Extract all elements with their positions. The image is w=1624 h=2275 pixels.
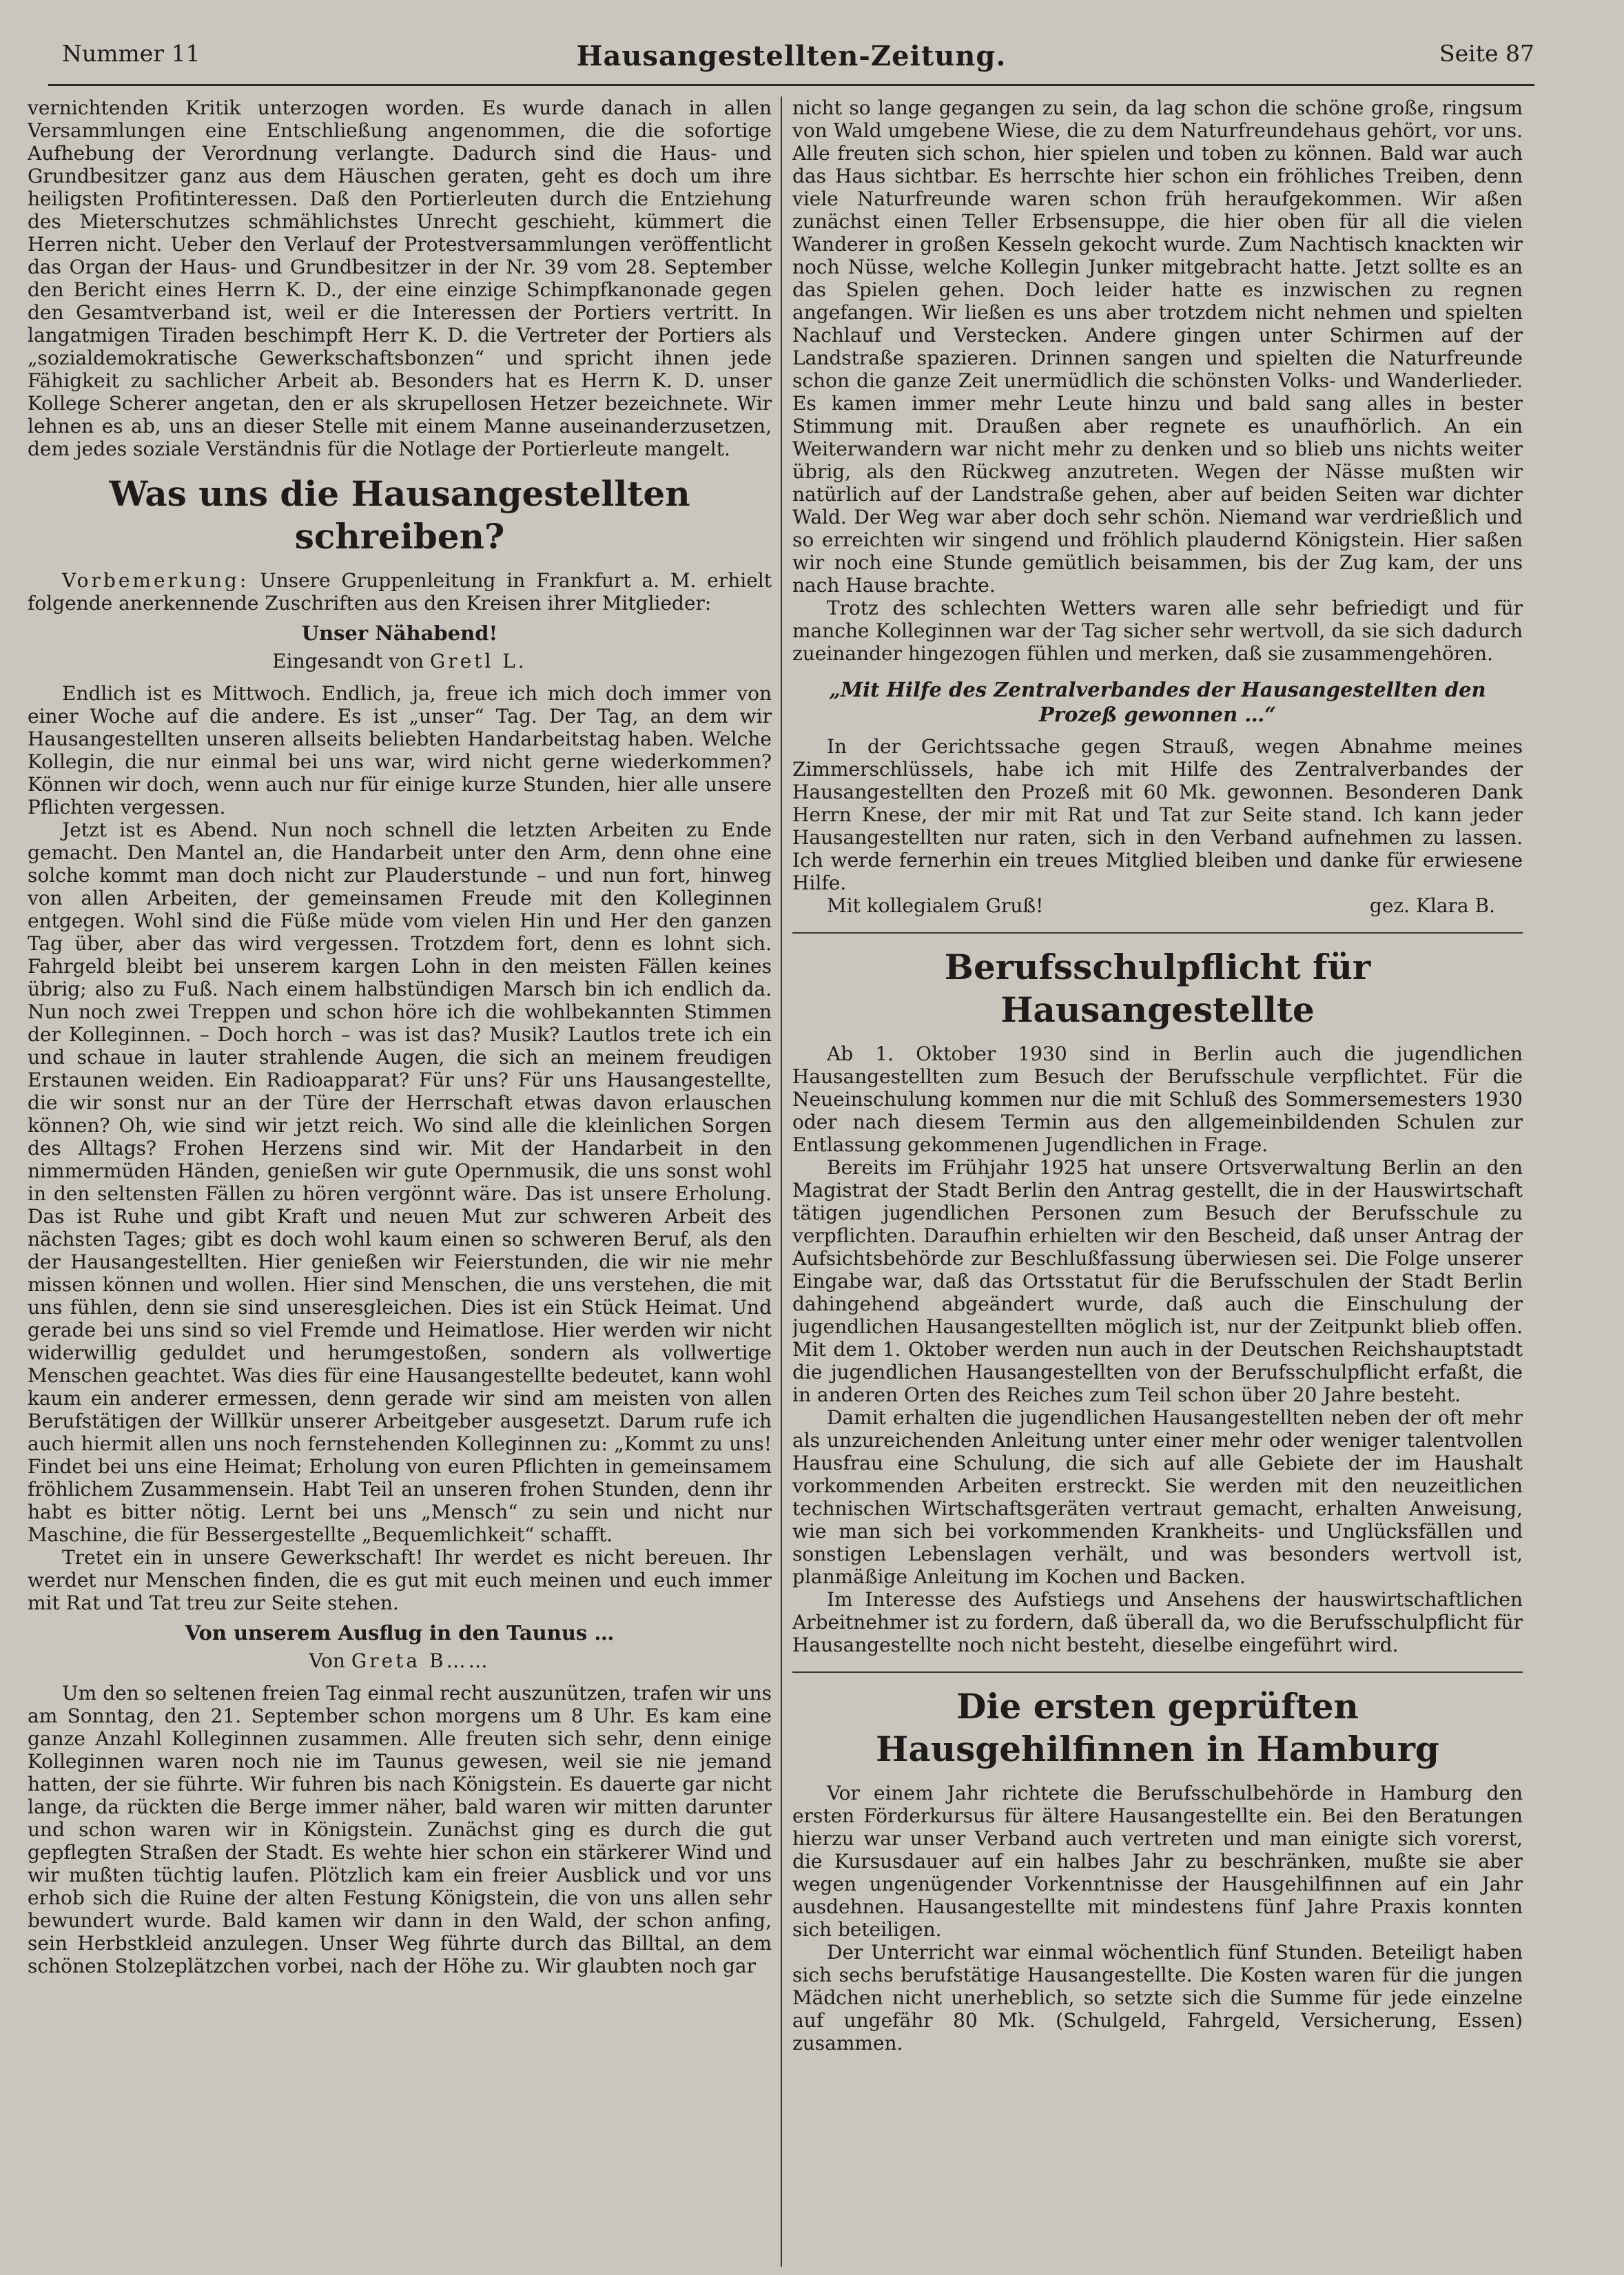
article-title-berufsschulpflicht: Berufsschulpflicht für Hausangestellte (944, 947, 1371, 1030)
letter-paragraph: Endlich ist es Mittwoch. Endlich, ja, freue ich mich doch immer von einer Woche auf die andere. Es ist „unser“ Tag. Der Tag, an dem wir Hausangestellten unseren allseits beliebten Handarbeitstag haben. Welche Kollegin, die nur einmal bei uns war, wird nicht gerne wiederkommen? Können wir doch, wenn auch nur für einige kurze Stunden, hier alle unsere Pflichten vergessen. (28, 682, 772, 819)
issue-number: Nummer 11 (62, 40, 201, 67)
article-paragraph: Damit erhalten die jugendlichen Hausangestellten neben der oft mehr als unzureichenden Anleitung unter einer mehr oder weniger talentvollen Hausfrau eine Schulung, die sich auf alle Gebiete der im Haushalt vorkommenden Arbeiten erstreckt. Sie werden mit den neuzeitlichen technischen Wirtschaftsgeräten vertraut gemacht, erhalten Anweisung, wie man sich bei vorkommenden Krankheits- und Unglücksfällen und sonstigen Lebenslagen verhält, und was besonders wertvoll ist, planmäßige Anleitung im Kochen und Backen. (792, 1406, 1523, 1588)
closing-greeting: Mit kollegialem Gruß! (827, 894, 1044, 917)
right-column (792, 96, 1523, 2261)
preliminary-note-label: Vorbemerkung: (62, 569, 249, 592)
byline-prefix: Eingesandt von (272, 650, 430, 672)
spacer (28, 1672, 772, 1682)
spacer (28, 672, 772, 682)
page-number: Seite 87 (1439, 40, 1534, 67)
intro-paragraph: vernichtenden Kritik unterzogen worden. Es wurde danach in allen Versammlungen eine Entschließung angenommen, die die sofortige Aufhebung der Verordnung verlangte. Dadurch sind die Haus- und Grundbesitzer ganz aus dem Häuschen geraten, geht es doch um ihre heiligsten Profitinteressen. Daß den Portierleuten durch die Entziehung des Mieterschutzes schmählichstes Unrecht geschieht, kümmert die Herren nicht. Ueber den Verlauf der Protestversammlungen veröffentlicht das Organ der Haus- und Grundbesitzer in der Nr. 39 vom 28. September den Bericht eines Herrn K. D., der eine einzige Schimpfkanonade gegen den Gesamtverband ist, weil er die Interessen der Portiers vertritt. In langatmigen Tiraden beschimpft Herr K. D. die Vertreter der Portiers als „sozialdemokratische Gewerkschaftsbonzen“ und spricht ihnen jede Fähigkeit zu sachlicher Arbeit ab. Besonders hat es Herrn K. D. unser Kollege Scherer angetan, den er als skrupellosen Hetzer bezeichnete. Wir lehnen es ab, uns an dieser Stelle mit einem Manne auseinanderzusetzen, dem jedes soziale Verständnis für die Notlage der Portierleute mangelt. (28, 96, 772, 460)
page-header (48, 36, 1534, 86)
newspaper-title: Hausangestellten-Zeitung. (576, 40, 1007, 72)
byline-name: Greta B…… (351, 1649, 491, 1672)
article-paragraph: Vor einem Jahr richtete die Berufsschulbehörde in Hamburg den ersten Förderkursus für ältere Hausangestellte ein. Bei den Beratungen hierzu war unser Verband auch vertreten und man einigte sich vorerst, die Kursusdauer auf ein halbes Jahr zu beschränken, mußte sie aber wegen ungenügender Vorkenntnisse der Hausgehilfinnen auf ein Jahr ausdehnen. Hausangestellte mit mindestens fünf Jahre Praxis konnten sich beteiligen. (792, 1782, 1523, 1941)
signature-line (792, 894, 1523, 917)
article-paragraph: Ab 1. Oktober 1930 sind in Berlin auch die jugendlichen Hausangestellten zum Besuch der Berufsschule verpflichtet. Für die Neueinschulung kommen nur die mit Schluß des Sommersemesters 1930 oder nach diesem Termin aus den allgemeinbildenden Schulen zur Entlassung gekommenen Jugendlichen in Frage. (792, 1042, 1523, 1156)
letter-paragraph: nicht so lange gegangen zu sein, da lag schon die schöne große, ringsum von Wald umgebene Wiese, die zu dem Naturfreundehaus gehört, vor uns. Alle freuten sich schon, hier spielen und toben zu können. Bald war auch das Haus sichtbar. Es herrschte hier schon ein fröhliches Treiben, denn viele Naturfreunde waren schon früh heraufgekommen. Wir aßen zunächst einen Teller Erbsensuppe, die hier oben für all die vielen Wanderer in großen Kesseln gekocht wurde. Zum Nachtisch knackten wir noch Nüsse, welche Kollegin Junker mitgebracht hatte. Jetzt sollte es an das Spielen gehen. Doch leider hatte es inzwischen zu regnen angefangen. Wir ließen es uns aber trotzdem nicht nehmen und spielten Nachlauf und Verstecken. Andere gingen unter Schirmen auf der Landstraße spazieren. Drinnen sangen und spielten die Naturfreunde schon die ganze Zeit unermüdlich die schönsten Volks- und Wanderlieder. Es kamen immer mehr Leute hinzu und bald sang alles in bester Stimmung mit. Draußen aber regnete es unaufhörlich. An ein Weiterwandern war nicht mehr zu denken und so blieb uns nichts weiter übrig, als den Rückweg anzutreten. Wegen der Nässe mußten wir natürlich auf der Landstraße gehen, aber auf beiden Seiten war dichter Wald. Der Weg war aber doch sehr schön. Niemand war verdrießlich und so erreichten wir singend und fröhlich plaudernd Königstein. Hier saßen wir noch eine Stunde gemütlich beisammen, bis der Zug kam, der uns nach Hause brachte. (792, 96, 1523, 597)
section-divider (792, 932, 1523, 934)
letter-paragraph: Jetzt ist es Abend. Nun noch schnell die letzten Arbeiten zu Ende gemacht. Den Mantel an, die Handarbeit unter den Arm, denn ohne eine solche kommt man doch nicht zur Plauderstunde – und nun fort, hinweg von allen Arbeiten, der gemeinsamen Freude mit den Kolleginnen entgegen. Wohl sind die Füße müde vom vielen Hin und Her den ganzen Tag über, aber das wird vergessen. Trotzdem fort, denn es lohnt sich. Fahrgeld bleibt bei unserem kargen Lohn in den meisten Fällen keines übrig; also zu Fuß. Nach einem halbstündigen Marsch bin ich endlich da. Nun noch zwei Treppen und schon höre ich die wohlbekannten Stimmen der Kolleginnen. – Doch horch – was ist das? Musik? Lautlos trete ich ein und schaue in lauter strahlende Augen, die sich an meinem freudigen Erstaunen weiden. Ein Radioapparat? Für uns? Für uns Hausangestellte, die wir sonst nur an der Türe der Herrschaft etwas davon erlauschen können? Oh, wie sind wir jetzt reich. Wo sind alle die kleinlichen Sorgen des Alltags? Frohen Herzens sind wir. Mit der Handarbeit in den nimmermüden Händen, genießen wir gute Opernmusik, die uns sonst wohl in den seltensten Fällen zu hören vergönnt wäre. Das ist unsere Erholung. Das ist Ruhe und gibt Kraft und neuen Mut zur schweren Arbeit des nächsten Tages; gibt es doch wohl kaum einen so schweren Beruf, als den der Hausangestellten. Hier genießen wir Feierstunden, die wir nie mehr missen können und wollen. Hier sind Menschen, die uns verstehen, die mit uns fühlen, denn sie sind unseresgleichen. Dies ist ein Stück Heimat. Und gerade bei uns sind so viel Fremde und Heimatlose. Hier werden wir nicht widerwillig geduldet und herumgestoßen, sondern als vollwertige Menschen geachtet. Was dies für eine Hausangestellte bedeutet, kann wohl kaum ein anderer ermessen, denn gerade wir sind am meisten von allen Berufstätigen der Willkür unserer Arbeitgeber ausgesetzt. Darum rufe ich auch hiermit allen uns noch fernstehenden Kolleginnen zu: „Kommt zu uns! Findet bei uns eine Heimat; Erholung von euren Pflichten in gemeinsamem fröhlichem Zusammensein. Habt Teil an unseren frohen Stunden, denn ihr habt es bitter nötig. Lernt bei uns „Mensch“ zu sein und nicht nur Maschine, die für Bessergestellte „Bequemlichkeit“ schafft. (28, 819, 772, 1546)
byline-name: Gretl L. (429, 650, 527, 672)
letter-heading-naehabend: Unser Nähabend! (301, 621, 498, 645)
letter-paragraph: Um den so seltenen freien Tag einmal recht auszunützen, trafen wir uns am Sonntag, den 21. September schon morgens um 8 Uhr. Es kam eine ganze Anzahl Kolleginnen zusammen. Alle freuten sich sehr, denn einige Kolleginnen waren noch nie im Taunus gewesen, weil sie nie jemand hatten, der sie führte. Wir fuhren bis nach Königstein. Es dauerte gar nicht lange, da rückten die Berge immer näher, bald waren wir mitten darunter und schon waren wir in Königstein. Zunächst ging es durch die gut gepflegten Straßen der Stadt. Es wehte hier schon ein stärkerer Wind und wir mußten tüchtig laufen. Plötzlich kam ein freier Ausblick und vor uns erhob sich die Ruine der alten Festung Königstein, die von uns allen sehr bewundert wurde. Bald kamen wir dann in den Wald, der schon anfing, sein Herbstkleid anzulegen. Unser Weg führte durch das Billtal, an dem schönen Stolzeplätzchen vorbei, nach der Höhe zu. Wir glaubten noch gar (28, 1682, 772, 1977)
article-paragraph: Bereits im Frühjahr 1925 hat unsere Ortsverwaltung Berlin an den Magistrat der Stadt Berlin den Antrag gestellt, die in der Hauswirtschaft tätigen jugendlichen Personen zum Besuch der Berufsschule zu verpflichten. Daraufhin erhielten wir den Bescheid, daß unser Antrag der Aufsichtsbehörde zur Beschlußfassung überwiesen sei. Die Folge unserer Eingabe war, daß das Ortsstatut für die Berufsschulen der Stadt Berlin dahingehend abgeändert wurde, daß auch die Einschulung der jugendlichen Hausangestellten möglich ist, nur der Zeitpunkt blieb offen. Mit dem 1. Oktober werden nun auch in der Deutschen Reichshauptstadt die jugendlichen Hausangestellten von der Berufsschulpflicht erfaßt, die in anderen Orten des Reiches zum Teil schon über 20 Jahre besteht. (792, 1156, 1523, 1406)
letter-heading-prozess: „Mit Hilfe des Zentralverbandes der Hausangestellten den Prozeß gewonnen …“ (829, 678, 1486, 726)
column-divider (781, 96, 782, 2267)
article-title: Was uns die Hausangestellten schreiben? (109, 473, 690, 557)
letter-heading-taunus: Von unserem Ausflug in den Taunus … (185, 1621, 615, 1645)
article-title-hamburg: Die ersten geprüften Hausgehilfinnen in Hamburg (876, 1686, 1439, 1769)
article-paragraph: Im Interesse des Aufstiegs und Ansehens der hauswirtschaftlichen Arbeitnehmer ist zu fordern, daß überall da, wo die Berufsschulpflicht für Hausangestellte noch nicht besteht, dieselbe eingeführt wird. (792, 1588, 1523, 1656)
section-divider (792, 1671, 1523, 1673)
preliminary-note (28, 569, 772, 615)
letter-paragraph: Trotz des schlechten Wetters waren alle sehr befriedigt und für manche Kolleginnen war der Tag sicher sehr wertvoll, da sie sich dadurch zueinander hingezogen fühlen und merken, daß sie zusammengehören. (792, 597, 1523, 665)
byline-prefix: Von (309, 1649, 351, 1672)
letter-paragraph: In der Gerichtssache gegen Strauß, wegen Abnahme meines Zimmerschlüssels, habe ich mit Hilfe des Zentralverbandes der Hausangestellten den Prozeß mit 60 Mk. gewonnen. Besonderen Dank Herrn Knese, der mir mit Rat und Tat zur Seite stand. Ich kann jeder Hausangestellten nur raten, sich in den Verband aufnehmen zu lassen. Ich werde fernerhin ein treues Mitglied bleiben und danke für erwiesene Hilfe. (792, 735, 1523, 894)
preliminary-note-text: Unsere Gruppenleitung in Frankfurt a. M. erhielt folgende anerkennende Zuschriften aus den Kreisen ihrer Mitglieder: (28, 569, 772, 615)
article-paragraph: Der Unterricht war einmal wöchentlich fünf Stunden. Beteiligt haben sich sechs berufstätige Hausangestellte. Die Kosten waren für die jungen Mädchen nicht unerheblich, so setzte sich die Summe für jede einzelne auf ungefähr 80 Mk. (Schulgeld, Fahrgeld, Versicherung, Essen) zusammen. (792, 1941, 1523, 2055)
letter-paragraph: Tretet ein in unsere Gewerkschaft! Ihr werdet es nicht bereuen. Ihr werdet nur Menschen finden, die es gut mit euch meinen und euch immer mit Rat und Tat treu zur Seite stehen. (28, 1546, 772, 1614)
byline-gretl (28, 650, 772, 672)
byline-greta (28, 1649, 772, 1672)
signature-name: gez. Klara B. (1369, 894, 1495, 917)
left-column (28, 96, 772, 2261)
